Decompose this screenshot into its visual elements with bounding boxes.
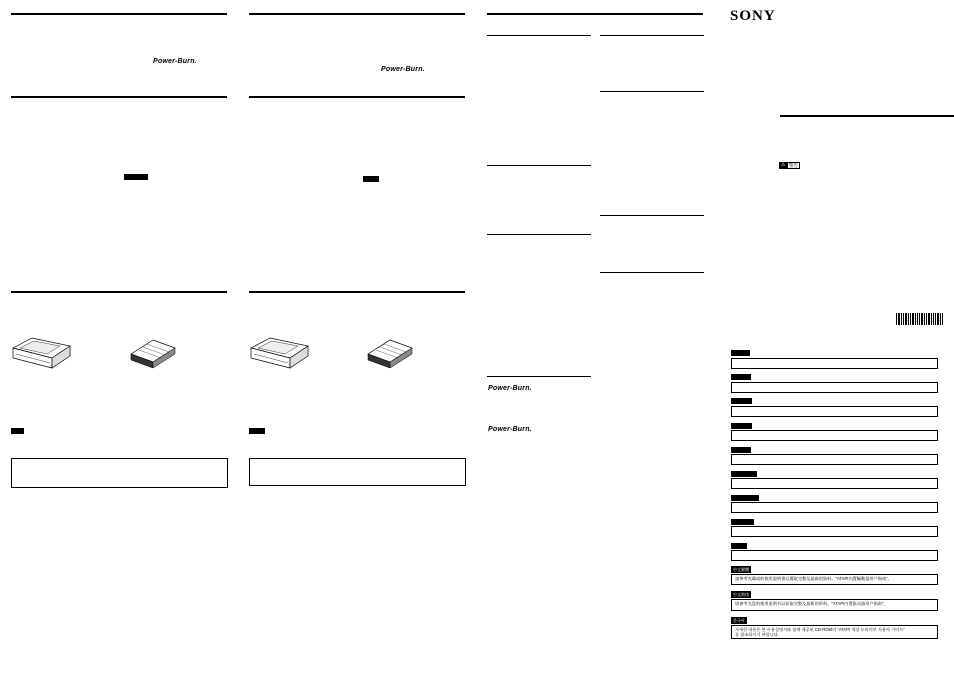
section-rule	[249, 13, 465, 15]
language-tag	[731, 447, 751, 453]
warning-triangle-icon: ⚠	[780, 162, 786, 168]
language-box	[731, 478, 938, 489]
language-tag	[731, 423, 752, 429]
drive-illustration-rear	[364, 334, 416, 372]
section-rule	[11, 291, 227, 293]
korean-tag: 한국어	[733, 618, 745, 623]
column-rule	[487, 376, 591, 377]
column-rule	[600, 215, 704, 216]
column-rule	[487, 234, 591, 235]
label-block	[124, 174, 148, 180]
notice-box	[249, 458, 466, 486]
language-tag	[731, 495, 759, 501]
korean-note-line-1: 자세한 내용은 본 사용설명서와 함께 제공된 CD-ROM의 "ATAPI 내장 드라이브 사용자 가이드"	[735, 627, 905, 632]
warning-label	[779, 162, 800, 169]
language-box	[731, 550, 938, 561]
language-box	[731, 454, 938, 465]
power-burn-logo: Power-Burn.	[488, 385, 532, 392]
power-burn-logo: Power-Burn.	[488, 426, 532, 433]
section-rule	[11, 96, 227, 98]
language-tag	[731, 471, 757, 477]
power-burn-logo: Power-Burn.	[153, 58, 197, 65]
chinese-traditional-tag: 中文繁體	[733, 567, 749, 572]
section-rule	[249, 96, 465, 98]
language-tag	[731, 543, 747, 549]
language-box	[731, 406, 938, 417]
section-rule	[249, 291, 465, 293]
korean-note	[731, 625, 938, 639]
section-rule	[11, 13, 227, 15]
label-block	[363, 176, 379, 182]
language-tag	[731, 398, 752, 404]
language-tag	[731, 374, 751, 380]
notice-box	[11, 458, 228, 488]
sony-logo: SONY	[730, 8, 776, 24]
column-rule	[600, 272, 704, 273]
section-rule	[487, 13, 703, 15]
power-burn-logo: Power-Burn.	[381, 66, 425, 73]
note-label-block	[249, 428, 265, 434]
language-tag	[731, 519, 754, 525]
drive-illustration-front	[248, 334, 310, 372]
language-box	[731, 526, 938, 537]
language-box	[731, 358, 938, 369]
chinese-simplified-tag: 中文简体	[733, 592, 749, 597]
title-rule	[780, 115, 954, 117]
korean-note-line-2: 를 참조하시기 바랍니다.	[735, 632, 779, 637]
warning-text: 警告	[789, 163, 798, 168]
language-box	[731, 382, 938, 393]
chinese-simplified-note: 请参考光盘的使用说明书以获取完整及最新的资料。"ATAPI内置驱动器用户指南"。	[731, 599, 938, 611]
note-label-block	[11, 428, 24, 434]
column-rule	[600, 35, 704, 36]
chinese-traditional-note: 請參考光碟或的使用說明書以獲取完整及最新的資料。"ATAPI內置驅動器用戶指南"。	[731, 574, 938, 585]
column-rule	[487, 165, 591, 166]
language-box	[731, 430, 938, 441]
language-box	[731, 502, 938, 513]
column-rule	[487, 35, 591, 36]
drive-illustration-rear	[127, 334, 179, 372]
language-tag	[731, 350, 750, 356]
barcode	[896, 313, 944, 325]
drive-illustration-front	[10, 334, 72, 372]
column-rule	[600, 91, 704, 92]
